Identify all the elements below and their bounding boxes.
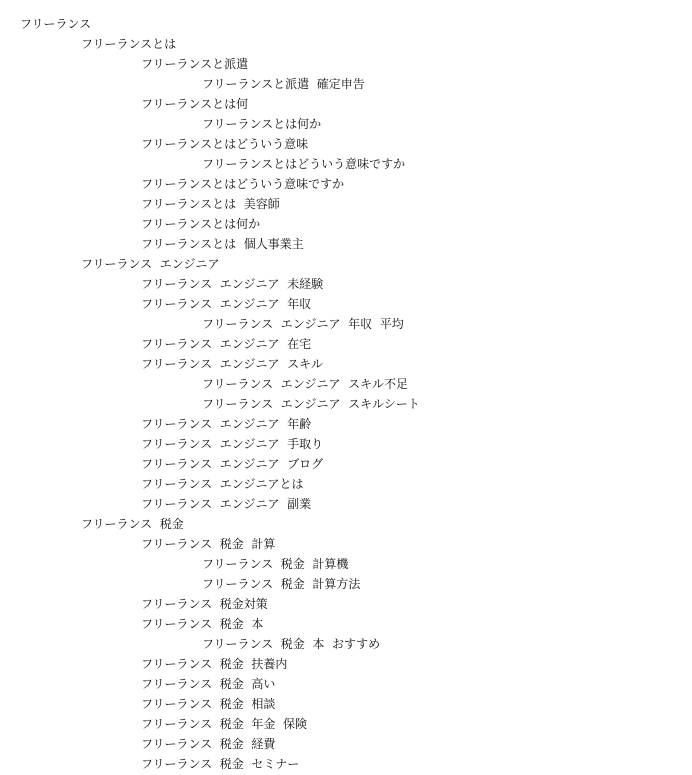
keyword-tree-item: フリーランスとは何か — [202, 117, 322, 131]
keyword-tree-item: フリーランスとは 個人事業主 — [141, 237, 304, 251]
keyword-tree-item: フリーランス 税金対策 — [141, 597, 268, 611]
keyword-tree-item: フリーランス 税金 計算方法 — [202, 577, 361, 591]
keyword-tree-item: フリーランス 税金 経費 — [141, 737, 276, 751]
keyword-tree-item: フリーランス エンジニア 副業 — [141, 497, 312, 511]
keyword-tree-item: フリーランス エンジニア 在宅 — [141, 337, 312, 351]
keyword-tree-item: フリーランスとはどういう意味 — [141, 137, 309, 151]
keyword-tree-item: フリーランス エンジニア 年収 — [141, 297, 312, 311]
keyword-tree-item: フリーランスとは 美容師 — [141, 197, 280, 211]
keyword-tree-item: フリーランス エンジニア スキル不足 — [202, 377, 408, 391]
keyword-tree-item: フリーランスと派遣 確定申告 — [202, 77, 365, 91]
keyword-tree-item: フリーランス エンジニア ブログ — [141, 457, 324, 471]
keyword-tree-item: フリーランス 税金 — [81, 517, 184, 531]
keyword-tree-item: フリーランス 税金 扶養内 — [141, 657, 288, 671]
keyword-tree-item: フリーランス エンジニア 手取り — [141, 437, 324, 451]
keyword-tree-item: フリーランス 税金 セミナー — [141, 757, 300, 771]
keyword-tree-item: フリーランス 税金 本 — [141, 617, 264, 631]
keyword-tree-item: フリーランス エンジニア 年収 平均 — [202, 317, 404, 331]
keyword-tree-item: フリーランス 税金 計算 — [141, 537, 276, 551]
keyword-tree-item: フリーランス エンジニア スキルシート — [202, 397, 420, 411]
keyword-tree-item: フリーランス エンジニアとは — [141, 477, 304, 491]
keyword-tree-item: フリーランス エンジニア — [81, 257, 220, 271]
keyword-tree-item: フリーランスとは何か — [141, 217, 261, 231]
keyword-tree-item: フリーランス 税金 年金 保険 — [141, 717, 308, 731]
keyword-tree-item: フリーランス 税金 本 おすすめ — [202, 637, 381, 651]
keyword-tree-item: フリーランスと派遣 — [141, 57, 249, 71]
keyword-tree-item: フリーランス 税金 高い — [141, 677, 276, 691]
keyword-tree-item: フリーランス エンジニア 年齢 — [141, 417, 312, 431]
keyword-tree-item: フリーランス 税金 相談 — [141, 697, 276, 711]
keyword-tree-item: フリーランス エンジニア 未経験 — [141, 277, 324, 291]
keyword-tree-item: フリーランスとはどういう意味ですか — [141, 177, 345, 191]
keyword-tree-item: フリーランスとは — [81, 37, 177, 51]
keyword-tree-item: フリーランスとは何 — [141, 97, 249, 111]
keyword-tree-item: フリーランス エンジニア スキル — [141, 357, 323, 371]
keyword-tree-item: フリーランスとはどういう意味ですか — [202, 157, 406, 171]
keyword-tree-item: フリーランス 税金 計算機 — [202, 557, 349, 571]
keyword-tree-item: フリーランス — [20, 17, 92, 31]
